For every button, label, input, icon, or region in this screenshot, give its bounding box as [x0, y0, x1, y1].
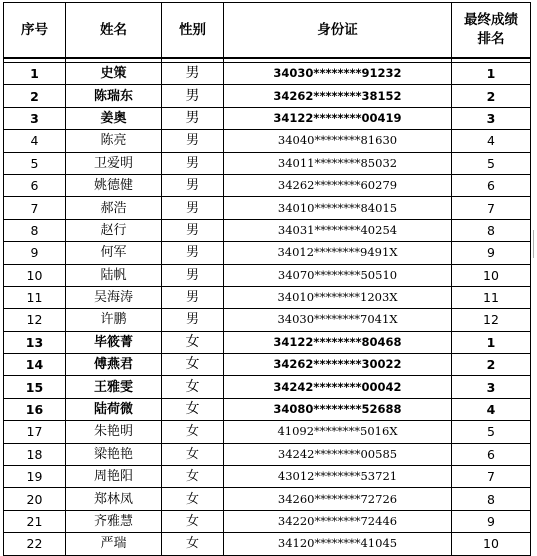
cell-index: 3	[4, 107, 66, 129]
cell-rank: 2	[452, 354, 531, 376]
cell-rank: 11	[452, 286, 531, 308]
cell-index: 10	[4, 264, 66, 286]
cell-index: 19	[4, 466, 66, 488]
table-row	[4, 85, 531, 107]
table-row	[4, 398, 531, 420]
table-row	[4, 63, 531, 85]
cell-index: 2	[4, 85, 66, 107]
table-body	[4, 63, 531, 556]
cell-name: 郝浩	[66, 197, 162, 219]
cell-gender: 男	[162, 107, 224, 129]
header-id-number: 身份证	[224, 3, 452, 59]
cell-gender: 女	[162, 421, 224, 443]
cell-index: 4	[4, 130, 66, 152]
cell-rank: 1	[452, 63, 531, 85]
cell-gender: 女	[162, 533, 224, 555]
edge-mark	[533, 230, 534, 258]
cell-id-number: 34012********9491X	[224, 242, 452, 264]
cell-rank: 9	[452, 242, 531, 264]
cell-rank: 4	[452, 398, 531, 420]
cell-index: 7	[4, 197, 66, 219]
cell-index: 14	[4, 354, 66, 376]
cell-gender: 男	[162, 286, 224, 308]
header-gender: 性别	[162, 3, 224, 59]
header-rank-line2: 排名	[477, 31, 505, 47]
cell-rank: 10	[452, 533, 531, 555]
cell-gender: 男	[162, 130, 224, 152]
header-final-rank	[452, 3, 531, 59]
cell-name: 王雅雯	[66, 376, 162, 398]
cell-index: 5	[4, 152, 66, 174]
cell-name: 卫爱明	[66, 152, 162, 174]
header-index: 序号	[4, 3, 66, 59]
table-row	[4, 286, 531, 308]
cell-id-number: 34122********80468	[224, 331, 452, 353]
cell-id-number: 34080********52688	[224, 398, 452, 420]
cell-id-number: 34122********00419	[224, 107, 452, 129]
cell-gender: 女	[162, 354, 224, 376]
header-name: 姓名	[66, 3, 162, 59]
cell-rank: 4	[452, 130, 531, 152]
cell-rank: 6	[452, 443, 531, 465]
cell-index: 17	[4, 421, 66, 443]
cell-index: 13	[4, 331, 66, 353]
cell-index: 11	[4, 286, 66, 308]
cell-gender: 男	[162, 174, 224, 196]
table-row	[4, 510, 531, 532]
cell-name: 史策	[66, 63, 162, 85]
cell-index: 16	[4, 398, 66, 420]
cell-rank: 7	[452, 197, 531, 219]
cell-name: 周艳阳	[66, 466, 162, 488]
cell-gender: 女	[162, 466, 224, 488]
table-row	[4, 376, 531, 398]
cell-rank: 3	[452, 107, 531, 129]
cell-gender: 男	[162, 242, 224, 264]
table-row	[4, 421, 531, 443]
cell-index: 8	[4, 219, 66, 241]
cell-name: 何军	[66, 242, 162, 264]
table-row	[4, 152, 531, 174]
cell-rank: 6	[452, 174, 531, 196]
cell-name: 陈瑞东	[66, 85, 162, 107]
cell-name: 朱艳明	[66, 421, 162, 443]
cell-id-number: 34262********60279	[224, 174, 452, 196]
cell-name: 赵行	[66, 219, 162, 241]
cell-gender: 男	[162, 219, 224, 241]
cell-name: 傅燕君	[66, 354, 162, 376]
cell-id-number: 34262********38152	[224, 85, 452, 107]
cell-name: 许鹏	[66, 309, 162, 331]
cell-gender: 女	[162, 398, 224, 420]
cell-id-number: 34031********40254	[224, 219, 452, 241]
cell-id-number: 34070********50510	[224, 264, 452, 286]
table-row	[4, 197, 531, 219]
table-row	[4, 242, 531, 264]
cell-name: 吴海涛	[66, 286, 162, 308]
cell-index: 15	[4, 376, 66, 398]
cell-index: 6	[4, 174, 66, 196]
cell-name: 毕筱菁	[66, 331, 162, 353]
cell-rank: 2	[452, 85, 531, 107]
cell-gender: 女	[162, 510, 224, 532]
cell-rank: 5	[452, 421, 531, 443]
header-rank-line1: 最终成绩	[464, 12, 518, 28]
table-row	[4, 533, 531, 555]
cell-rank: 3	[452, 376, 531, 398]
cell-gender: 男	[162, 264, 224, 286]
cell-gender: 男	[162, 63, 224, 85]
cell-rank: 5	[452, 152, 531, 174]
cell-id-number: 34040********81630	[224, 130, 452, 152]
cell-gender: 女	[162, 443, 224, 465]
cell-rank: 9	[452, 510, 531, 532]
table-row	[4, 488, 531, 510]
cell-index: 18	[4, 443, 66, 465]
cell-name: 姚德健	[66, 174, 162, 196]
cell-rank: 7	[452, 466, 531, 488]
cell-index: 21	[4, 510, 66, 532]
cell-rank: 8	[452, 488, 531, 510]
cell-id-number: 34242********00042	[224, 376, 452, 398]
table-row	[4, 264, 531, 286]
cell-id-number: 41092********5016X	[224, 421, 452, 443]
cell-id-number: 34030********7041X	[224, 309, 452, 331]
cell-id-number: 34030********91232	[224, 63, 452, 85]
results-table	[3, 2, 531, 556]
cell-name: 陆荷微	[66, 398, 162, 420]
cell-gender: 女	[162, 331, 224, 353]
cell-name: 陈亮	[66, 130, 162, 152]
cell-gender: 男	[162, 152, 224, 174]
cell-name: 姜奥	[66, 107, 162, 129]
table-row	[4, 466, 531, 488]
table-row	[4, 354, 531, 376]
table-row	[4, 309, 531, 331]
cell-gender: 女	[162, 376, 224, 398]
cell-id-number: 34120********41045	[224, 533, 452, 555]
cell-id-number: 34010********84015	[224, 197, 452, 219]
table-row	[4, 219, 531, 241]
cell-index: 9	[4, 242, 66, 264]
header-row	[4, 3, 531, 59]
cell-index: 12	[4, 309, 66, 331]
cell-id-number: 34220********72446	[224, 510, 452, 532]
cell-rank: 8	[452, 219, 531, 241]
cell-index: 22	[4, 533, 66, 555]
cell-name: 陆帆	[66, 264, 162, 286]
cell-index: 20	[4, 488, 66, 510]
table-row	[4, 107, 531, 129]
cell-id-number: 43012********53721	[224, 466, 452, 488]
cell-name: 郑林凤	[66, 488, 162, 510]
cell-gender: 男	[162, 85, 224, 107]
cell-rank: 1	[452, 331, 531, 353]
cell-gender: 男	[162, 309, 224, 331]
table-row	[4, 174, 531, 196]
table-row	[4, 130, 531, 152]
cell-name: 严瑞	[66, 533, 162, 555]
cell-id-number: 34262********30022	[224, 354, 452, 376]
table-row	[4, 443, 531, 465]
cell-id-number: 34242********00585	[224, 443, 452, 465]
cell-index: 1	[4, 63, 66, 85]
table-row	[4, 331, 531, 353]
cell-name: 齐雅慧	[66, 510, 162, 532]
cell-id-number: 34260********72726	[224, 488, 452, 510]
cell-rank: 12	[452, 309, 531, 331]
cell-rank: 10	[452, 264, 531, 286]
cell-id-number: 34011********85032	[224, 152, 452, 174]
cell-gender: 男	[162, 197, 224, 219]
cell-id-number: 34010********1203X	[224, 286, 452, 308]
cell-gender: 女	[162, 488, 224, 510]
cell-name: 梁艳艳	[66, 443, 162, 465]
